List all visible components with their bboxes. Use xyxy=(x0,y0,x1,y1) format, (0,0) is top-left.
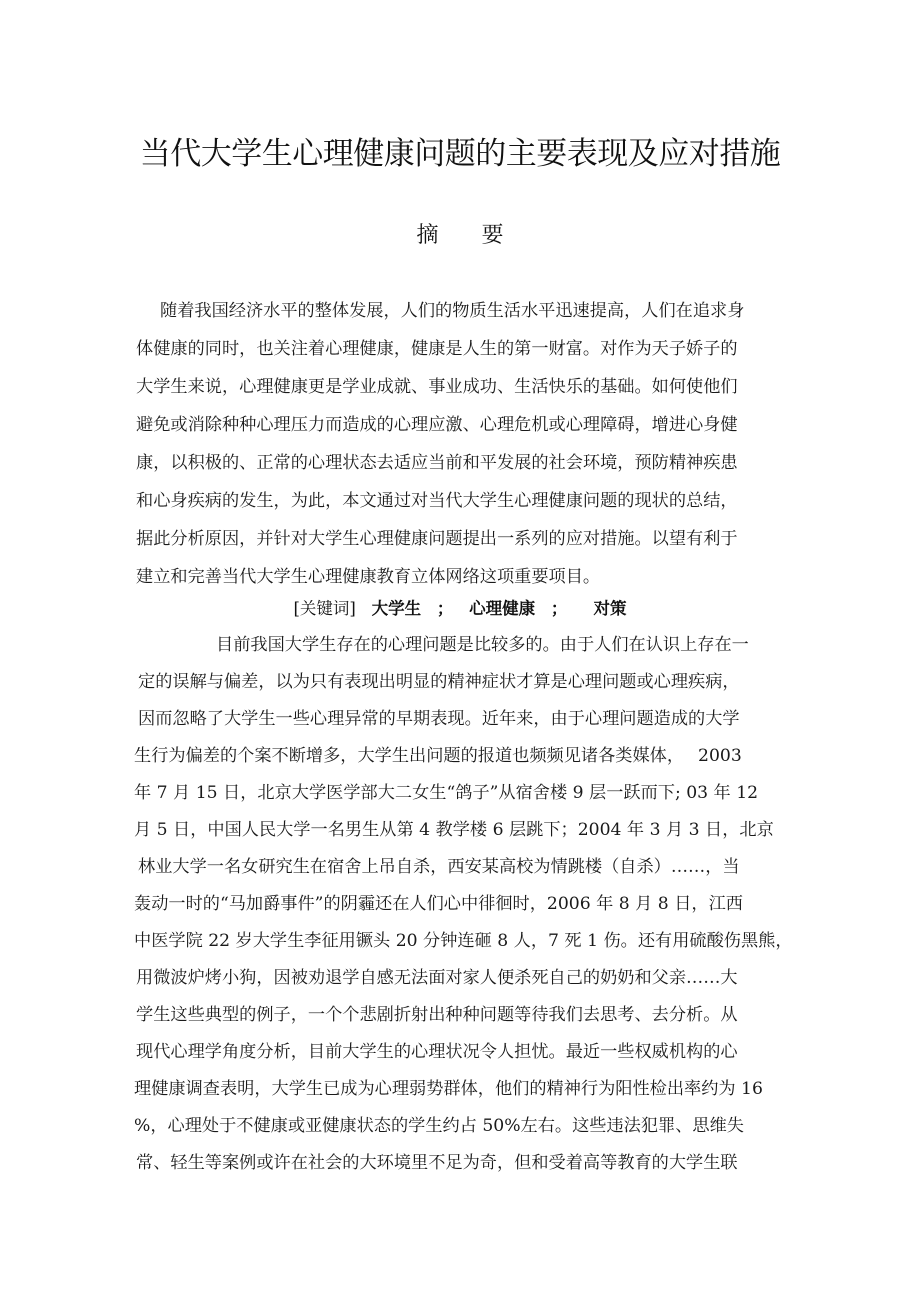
body-line: 目前我国大学生存在的心理问题是比较多的。由于人们在认识上存在一 xyxy=(216,635,749,655)
keyword-separator: ； xyxy=(550,599,568,618)
body-line: 学生这些典型的例子，一个个悲剧折射出种种问题等待我们去思考、去分析。从 xyxy=(136,1005,738,1025)
body-line: %，心理处于不健康或亚健康状态的学生约占 50%左右。这些违法犯罪、思维失 xyxy=(134,1116,744,1136)
keyword: 对策 xyxy=(593,599,627,618)
document-title: 当代大学生心理健康问题的主要表现及应对措施 xyxy=(139,136,781,172)
keywords-line xyxy=(0,595,920,619)
abstract-line: 康，以积极的、正常的心理状态去适应当前和平发展的社会环境，预防精神疾患 xyxy=(136,453,738,473)
abstract-line: 避免或消除种种心理压力而造成的心理应激、心理危机或心理障碍，增进心身健 xyxy=(136,415,738,435)
abstract-line: 体健康的同时，也关注着心理健康，健康是人生的第一财富。对作为天子娇子的 xyxy=(136,339,738,359)
abstract-line: 建立和完善当代大学生心理健康教育立体网络这项重要项目。 xyxy=(136,567,601,587)
body-line: 常、轻生等案例或许在社会的大环境里不足为奇，但和受着高等教育的大学生联 xyxy=(136,1153,738,1173)
body-line: 生行为偏差的个案不断增多，大学生出问题的报道也频频见诸各类媒体， 2003 xyxy=(134,746,742,766)
abstract-line: 随着我国经济水平的整体发展，人们的物质生活水平迅速提高，人们在追求身 xyxy=(160,301,745,321)
keyword-separator: ； xyxy=(436,599,454,618)
keyword: 大学生 xyxy=(371,599,422,618)
abstract-line: 和心身疾病的发生，为此，本文通过对当代大学生心理健康问题的现状的总结， xyxy=(136,491,738,511)
keywords-label: [关键词] xyxy=(293,599,356,618)
abstract-line: 大学生来说，心理健康更是学业成就、事业成功、生活快乐的基础。如何使他们 xyxy=(136,377,738,397)
abstract-heading: 摘 要 xyxy=(416,223,522,248)
body-line: 月 5 日，中国人民大学一名男生从第 4 教学楼 6 层跳下；2004 年 3 月 3 日，北京 xyxy=(134,820,774,840)
body-line: 理健康调查表明，大学生已成为心理弱势群体，他们的精神行为阳性检出率约为 16 xyxy=(134,1079,763,1099)
keyword: 心理健康 xyxy=(469,599,536,618)
body-line: 现代心理学角度分析，目前大学生的心理状况令人担忧。最近一些权威机构的心 xyxy=(136,1042,738,1062)
body-line: 因而忽略了大学生一些心理异常的早期表现。近年来，由于心理问题造成的大学 xyxy=(138,709,740,729)
body-line: 中医学院 22 岁大学生李征用镢头 20 分钟连砸 8 人，7 死 1 伤。还有用硫酸伤黑熊， xyxy=(134,931,793,951)
body-line: 定的误解与偏差，以为只有表现出明显的精神症状才算是心理问题或心理疾病， xyxy=(138,672,740,692)
body-line: 用微波炉烤小狗，因被劝退学自感无法面对家人便杀死自己的奶奶和父亲……大 xyxy=(136,968,738,988)
body-line: 轰动一时的“马加爵事件”的阴霾还在人们心中徘徊时，2006 年 8 月 8 日，江西 xyxy=(134,894,743,914)
body-line: 年 7 月 15 日，北京大学医学部大二女生“鸽子”从宿舍楼 9 层一跃而下; 03 年 12 xyxy=(134,783,759,803)
abstract-line: 据此分析原因，并针对大学生心理健康问题提出一系列的应对措施。以望有利于 xyxy=(136,529,738,549)
body-line: 林业大学一名女研究生在宿舍上吊自杀，西安某高校为情跳楼（自杀）……，当 xyxy=(138,857,740,877)
